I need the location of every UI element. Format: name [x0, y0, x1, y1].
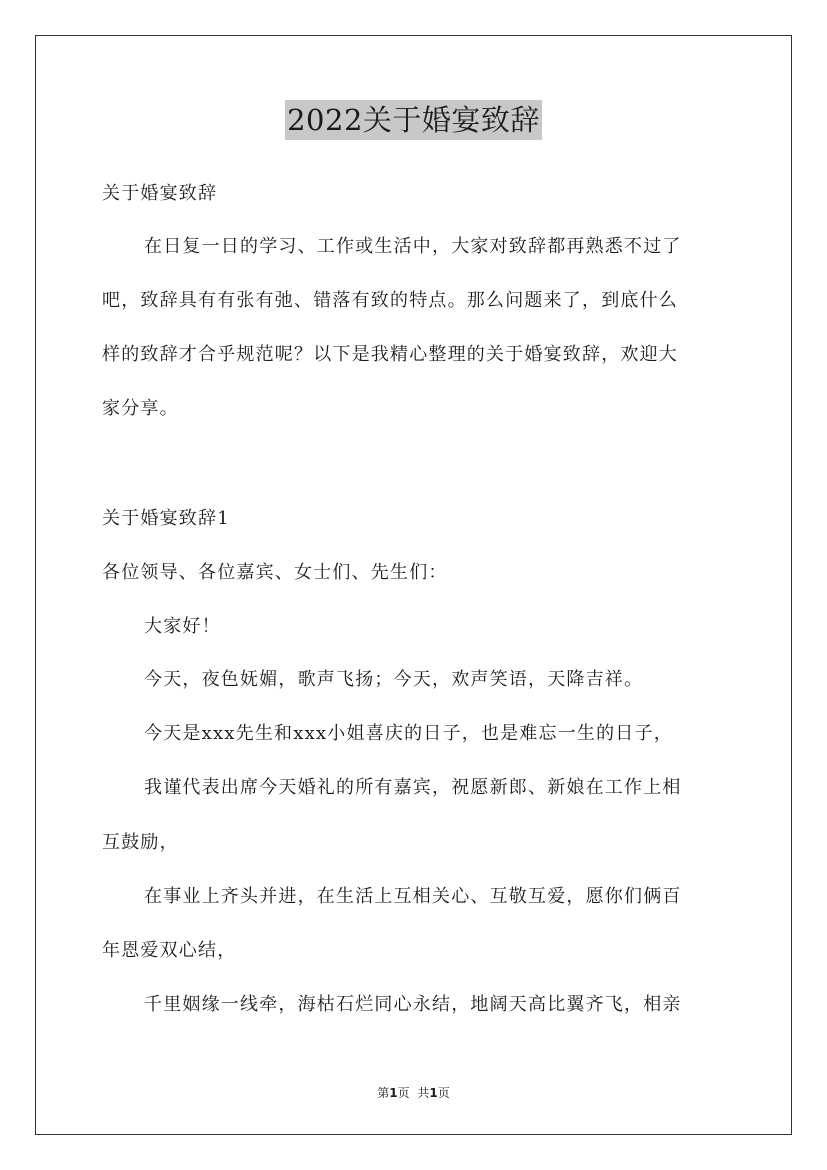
- footer-total-number: 1: [429, 1086, 438, 1100]
- section-heading: 关于婚宴致辞: [102, 183, 218, 204]
- salutation-line: 各位领导、各位嘉宾、女士们、先生们：: [102, 562, 448, 583]
- footer-page-number: 1: [389, 1086, 398, 1100]
- paragraph-line: 在日复一日的学习、工作或生活中，大家对致辞都再熟悉不过了: [144, 236, 682, 257]
- paragraph-line: 千里姻缘一线牵，海枯石烂同心永结，地阔天高比翼齐飞，相亲: [144, 994, 682, 1015]
- footer-total-suffix: 页: [437, 1086, 450, 1100]
- page-footer: [0, 1085, 827, 1101]
- title-container: [0, 100, 827, 140]
- paragraph-line: 今天，夜色妩媚，歌声飞扬；今天，欢声笑语，天降吉祥。: [144, 669, 644, 690]
- paragraph-line: 互鼓励，: [102, 832, 179, 853]
- paragraph-line: 我谨代表出席今天婚礼的所有嘉宾，祝愿新郎、新娘在工作上相: [144, 777, 682, 798]
- paragraph-line: 在事业上齐头并进，在生活上互相关心、互敬互爱，愿你们俩百: [144, 886, 682, 907]
- paragraph-line: 吧，致辞具有有张有弛、错落有致的特点。那么问题来了，到底什么: [102, 290, 678, 311]
- footer-page-prefix: 第: [377, 1086, 390, 1100]
- paragraph-line: 家分享。: [102, 398, 179, 419]
- paragraph-line: 年恩爱双心结，: [102, 940, 237, 961]
- footer-page-suffix: 页: [397, 1086, 410, 1100]
- speech-heading: 关于婚宴致辞1: [102, 508, 230, 529]
- paragraph-line: 大家好！: [144, 616, 221, 637]
- document-title: 2022关于婚宴致辞: [285, 100, 542, 140]
- footer-total-prefix: 共: [417, 1086, 430, 1100]
- paragraph-line: 样的致辞才合乎规范呢？以下是我精心整理的关于婚宴致辞，欢迎大: [102, 344, 678, 365]
- paragraph-line: 今天是xxx先生和xxx小姐喜庆的日子，也是难忘一生的日子，: [144, 723, 673, 744]
